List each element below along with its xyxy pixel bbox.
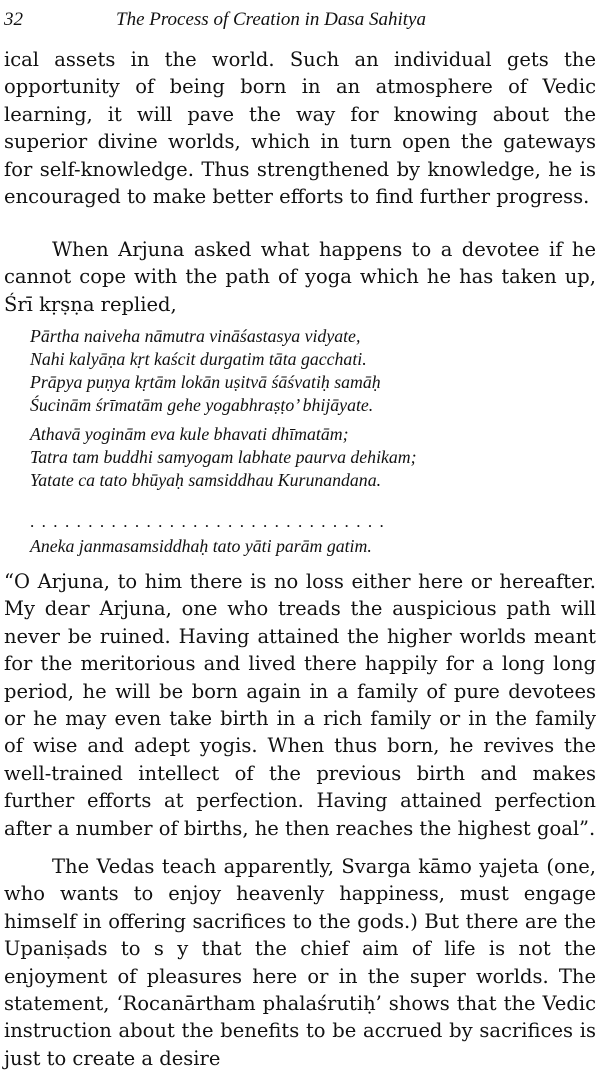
- verse-line: Nahi kalyāṇa kṛt kaścit durgatim tāta gacchati.: [30, 349, 367, 369]
- verse-block: [30, 325, 590, 492]
- paragraph-opening: ical assets in the world. Such an individual gets the opportunity of being born in an atmosphere of Vedic learning, it will pave the way for knowing about the superior divine worlds, which in turn open the gateways for self-knowledge. Thus strengthened by knowledge, he is encouraged to make better efforts to find further progress.: [4, 48, 596, 209]
- verse-ellipsis: ...............................: [30, 512, 392, 531]
- verse-line: Athavā yoginām eva kule bhavati dhīmatām;: [30, 424, 349, 444]
- book-page: [4, 0, 596, 1070]
- verse-line: Śucinām śrīmatām gehe yogabhraṣṭo’ bhijāyate.: [30, 395, 374, 415]
- verse-line: Prāpya puṇya kṛtām lokān uṣitvā śāśvatiḥ samāḥ: [30, 372, 381, 392]
- verse-line: Pārtha naiveha nāmutra vināśastasya vidyate,: [30, 326, 361, 346]
- verse-line: Tatra tam buddhi samyogam labhate paurva dehikam;: [30, 447, 417, 467]
- running-title: The Process of Creation in Dasa Sahitya: [116, 9, 426, 30]
- verse-line: Yatate ca tato bhūyaḥ samsiddhau Kurunandana.: [30, 470, 382, 490]
- paragraph-krishna-reply: “O Arjuna, to him there is no loss either here or hereafter. My dear Arjuna, one who treads the auspicious path will never be ruined. Having attained the higher worlds meant for the meritorious and lived there happily for a long long period, he will be born again in a family of pure devotees or he may even take birth in a rich family or in the family of wise and adept yogis. When thus born, he revives the well-trained intellect of the previous birth and makes further efforts at perfection. Having attained perfection after a number of births, he then reaches the highest goal”.: [4, 570, 596, 840]
- verse-final-line: Aneka janmasamsiddhaḥ tato yāti parām gatim.: [30, 536, 372, 556]
- paragraph-vedas: The Vedas teach apparently, Svarga kāmo yajeta (one, who wants to enjoy heavenly happiness, must engage himself in offering sacrifices to the gods.) But there are the Upaniṣads to s y that the chief aim of life is not the enjoyment of pleasures here or in the super worlds. The statement, ‘Rocanārtham phalaśrutiḥ’ shows that the Vedic instruction about the benefits to be accrued by sacrifices is just to create a desire: [4, 855, 596, 1070]
- page-number: 32: [4, 9, 23, 30]
- paragraph-arjuna-question: When Arjuna asked what happens to a devotee if he cannot cope with the path of yoga which he has taken up, Śrī kṛṣṇa replied,: [4, 238, 596, 316]
- page-header: [4, 6, 596, 34]
